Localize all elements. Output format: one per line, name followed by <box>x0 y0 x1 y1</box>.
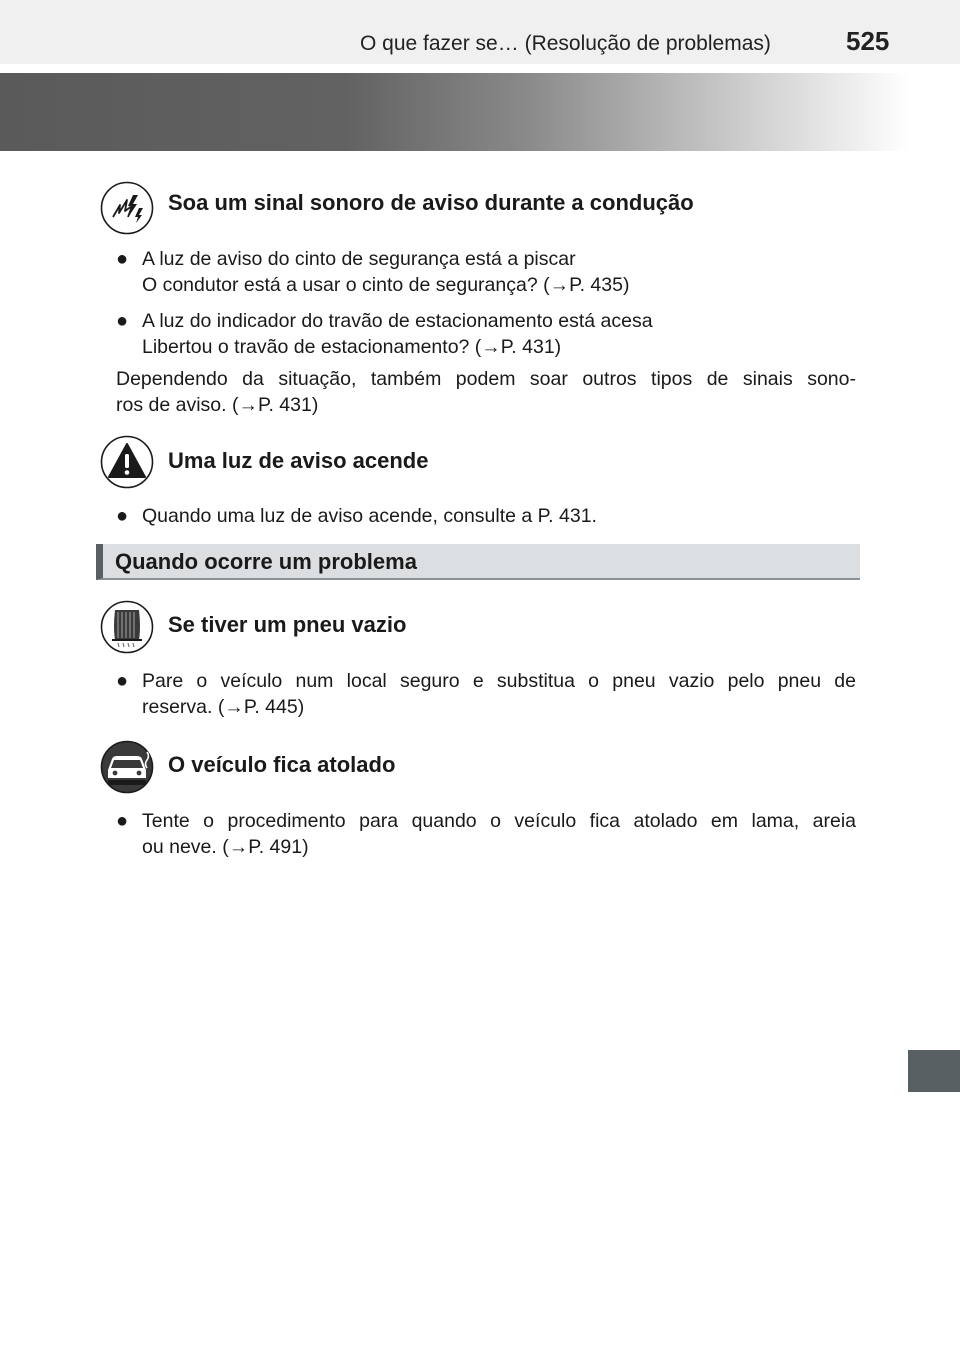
list-item <box>116 503 856 529</box>
section-header-title: Quando ocorre um problema <box>115 549 417 574</box>
section-header <box>96 544 860 580</box>
flat-tire-icon <box>100 600 154 654</box>
gradient-banner <box>0 73 910 151</box>
list-item <box>116 808 856 860</box>
bullet-dot: ● <box>116 310 129 332</box>
note-text: Dependendo da situação, também podem soar outros tipos de sinais sono- <box>116 368 856 390</box>
bullet-text: Quando uma luz de aviso acende, consulte a P. 431. <box>142 505 597 527</box>
bullet-text: Pare o veículo num local seguro e substitua o pneu vazio pelo pneu de <box>142 670 856 692</box>
bullet-dot: ● <box>116 248 129 270</box>
section-heading-warning-light: Uma luz de aviso acende <box>168 448 429 473</box>
list-item <box>116 246 856 298</box>
bullet-text: A luz do indicador do travão de estacionamento está acesa <box>142 310 653 332</box>
page-number: 525 <box>846 26 890 56</box>
stuck-car-icon <box>100 740 154 794</box>
section-heading-beep: Soa um sinal sonoro de aviso durante a condução <box>168 190 694 215</box>
section-tab <box>908 1050 960 1092</box>
note-text: ros de aviso. (→P. 431) <box>116 394 319 416</box>
bullet-text: ou neve. (→P. 491) <box>142 836 309 858</box>
note-paragraph <box>116 366 856 418</box>
bullet-text: Tente o procedimento para quando o veículo fica atolado em lama, areia <box>142 810 856 832</box>
list-item <box>116 308 856 360</box>
header-title: O que fazer se… (Resolução de problemas) <box>360 32 771 55</box>
section-heading-stuck: O veículo fica atolado <box>168 752 396 777</box>
bullet-dot: ● <box>116 505 129 527</box>
list-item <box>116 668 856 720</box>
bullet-text: A luz de aviso do cinto de segurança está a piscar <box>142 248 576 270</box>
section-heading-flat-tire: Se tiver um pneu vazio <box>168 612 407 637</box>
bullet-text: reserva. (→P. 445) <box>142 696 305 718</box>
exclamation-triangle-icon <box>100 435 154 489</box>
bullet-text: Libertou o travão de estacionamento? (→P. 431) <box>142 336 562 358</box>
page-header <box>0 0 960 64</box>
bullet-dot: ● <box>116 670 129 692</box>
bullet-text: O condutor está a usar o cinto de segurança? (→P. 435) <box>142 274 630 296</box>
bullet-dot: ● <box>116 810 129 832</box>
lightning-warning-icon <box>100 181 154 235</box>
